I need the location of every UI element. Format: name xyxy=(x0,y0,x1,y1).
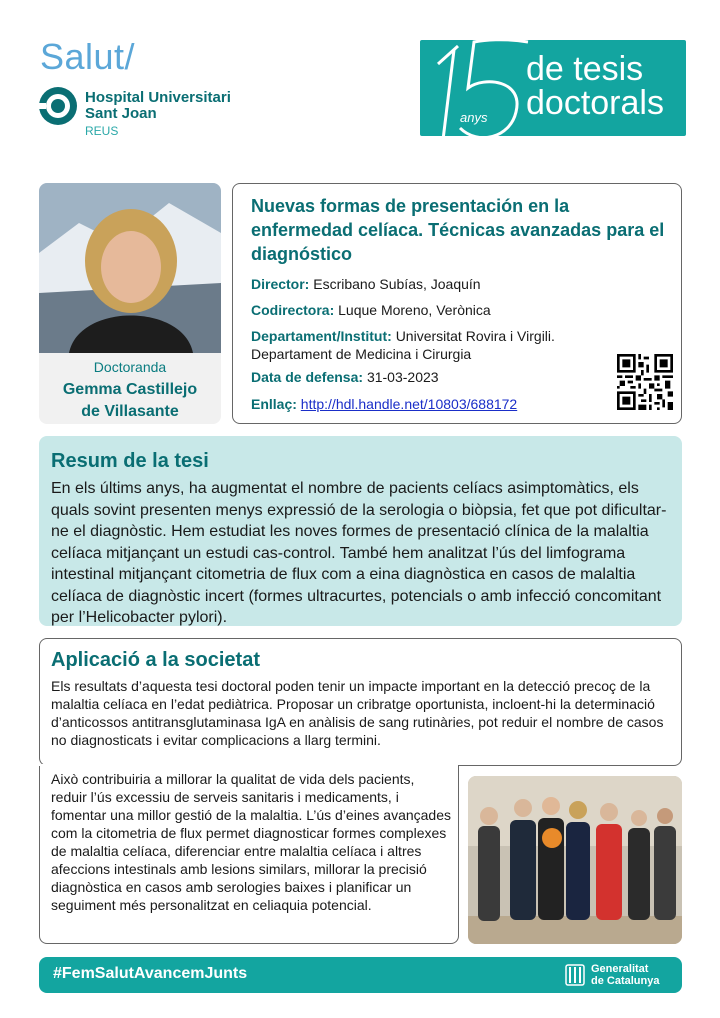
anniversary-text xyxy=(526,52,664,120)
summary-heading: Resum de la tesi xyxy=(51,450,209,472)
thesis-info-card xyxy=(232,183,682,424)
generalitat-logo-icon xyxy=(565,963,585,987)
defense-date-line xyxy=(251,368,439,386)
department-label: Departament/Institut: xyxy=(251,328,392,344)
thesis-title: Nuevas formas de presentación en la enfermedad celíaca. Técnicas avanzadas para el diagnóstico xyxy=(251,196,665,264)
thesis-link[interactable]: http://hdl.handle.net/10803/688172 xyxy=(300,396,518,412)
department-value: Universitat Rovira i Virgili. xyxy=(395,328,555,344)
anniversary-anys: anys xyxy=(460,110,488,125)
department-value-2: Departament de Medicina i Cirurgia xyxy=(251,346,472,362)
defense-date-label: Data de defensa: xyxy=(251,369,364,385)
department-line xyxy=(251,327,555,345)
hospital-city: REUS xyxy=(85,124,119,138)
link-label: Enllaç: xyxy=(251,396,297,412)
candidate-name-line2: de Villasante xyxy=(81,403,179,420)
hospital-name-line2: Sant Joan xyxy=(85,105,157,122)
salut-brand: Salut/ xyxy=(40,36,136,77)
doctoral-candidate-card xyxy=(39,183,221,424)
hospital-logo-icon xyxy=(38,86,78,126)
thesis-summary-section xyxy=(39,436,682,626)
codirector-label: Codirectora: xyxy=(251,302,335,318)
candidate-name-line1: Gemma Castillejo xyxy=(62,381,198,398)
qr-code-icon[interactable] xyxy=(617,354,673,410)
generalitat-name xyxy=(591,963,659,987)
society-text-1: Els resultats d’aquesta tesi doctoral poden tenir un impacte important en la detecció precoç de la malaltia celíaca en l’edat pediàtrica. Proposar un cribratge oportunista, incloent-hi la determinació d’anticossos antitransglutaminasa IgA en anàlisis de sang rutinàries, pot reduir el nombre de casos no diagnosticats i evitar complicacions a llarg termini. xyxy=(51,678,664,748)
codirector-line xyxy=(251,301,491,319)
director-value: Escribano Subías, Joaquín xyxy=(313,276,481,292)
summary-text: En els últims anys, ha augmentat el nombre de pacients celíacs asimptomàtics, els quals sovint presenten menys expressió de la serologia o biòpsia, fet que pot dificultar-ne el diagnòstic. Hem estudiat les noves formes de presentació clínica de la malaltia celíaca mitjançant un estudi cas-control. També hem analitzat l’ús del limfograma intestinal mitjançant citometria de flux com a eina diagnòstica en casos de malaltia celíaca de diagnòstic incert (formes ultracurtes, potencials o amb infecció concomitant per l’Helicobacter pylori). xyxy=(51,480,667,626)
codirector-value: Luque Moreno, Verònica xyxy=(338,302,491,318)
badge-line1: de tesis xyxy=(526,50,644,88)
director-label: Director: xyxy=(251,276,310,292)
hospital-name-line1: Hospital Universitari xyxy=(85,89,231,106)
badge-line2: doctorals xyxy=(526,84,664,122)
society-text-2: Això contribuiria a millorar la qualitat de vida dels pacients, reduir l’ús excessiu de serveis sanitaris i medicaments, i fomentar una millor gestió de la malaltia. L’ús d’eines avançades com la citometria de flux permet diagnosticar formes complexes de malaltia celíaca, diferenciar entre malaltia celíaca i altres afeccions intestinals amb lesions similars, millorar la precisió diagnòstica en casos amb serologies baixes i planificar un seguiment més personalitzat en celiaquia potencial. xyxy=(51,771,452,913)
candidate-role: Doctoranda xyxy=(93,359,167,375)
generalitat-line1: Generalitat xyxy=(591,963,649,975)
anniversary-15-logo xyxy=(424,28,534,158)
defense-date-value: 31-03-2023 xyxy=(366,369,439,385)
candidate-name xyxy=(39,379,221,423)
society-heading: Aplicació a la societat xyxy=(51,649,260,671)
candidate-portrait xyxy=(39,183,221,353)
director-line xyxy=(251,275,481,293)
campaign-hashtag: #FemSalutAvancemJunts xyxy=(53,965,248,982)
hospital-name xyxy=(85,90,231,122)
generalitat-line2: de Catalunya xyxy=(591,975,660,987)
footer-bar xyxy=(39,957,682,993)
defense-group-photo xyxy=(468,776,682,944)
link-line xyxy=(251,395,517,413)
